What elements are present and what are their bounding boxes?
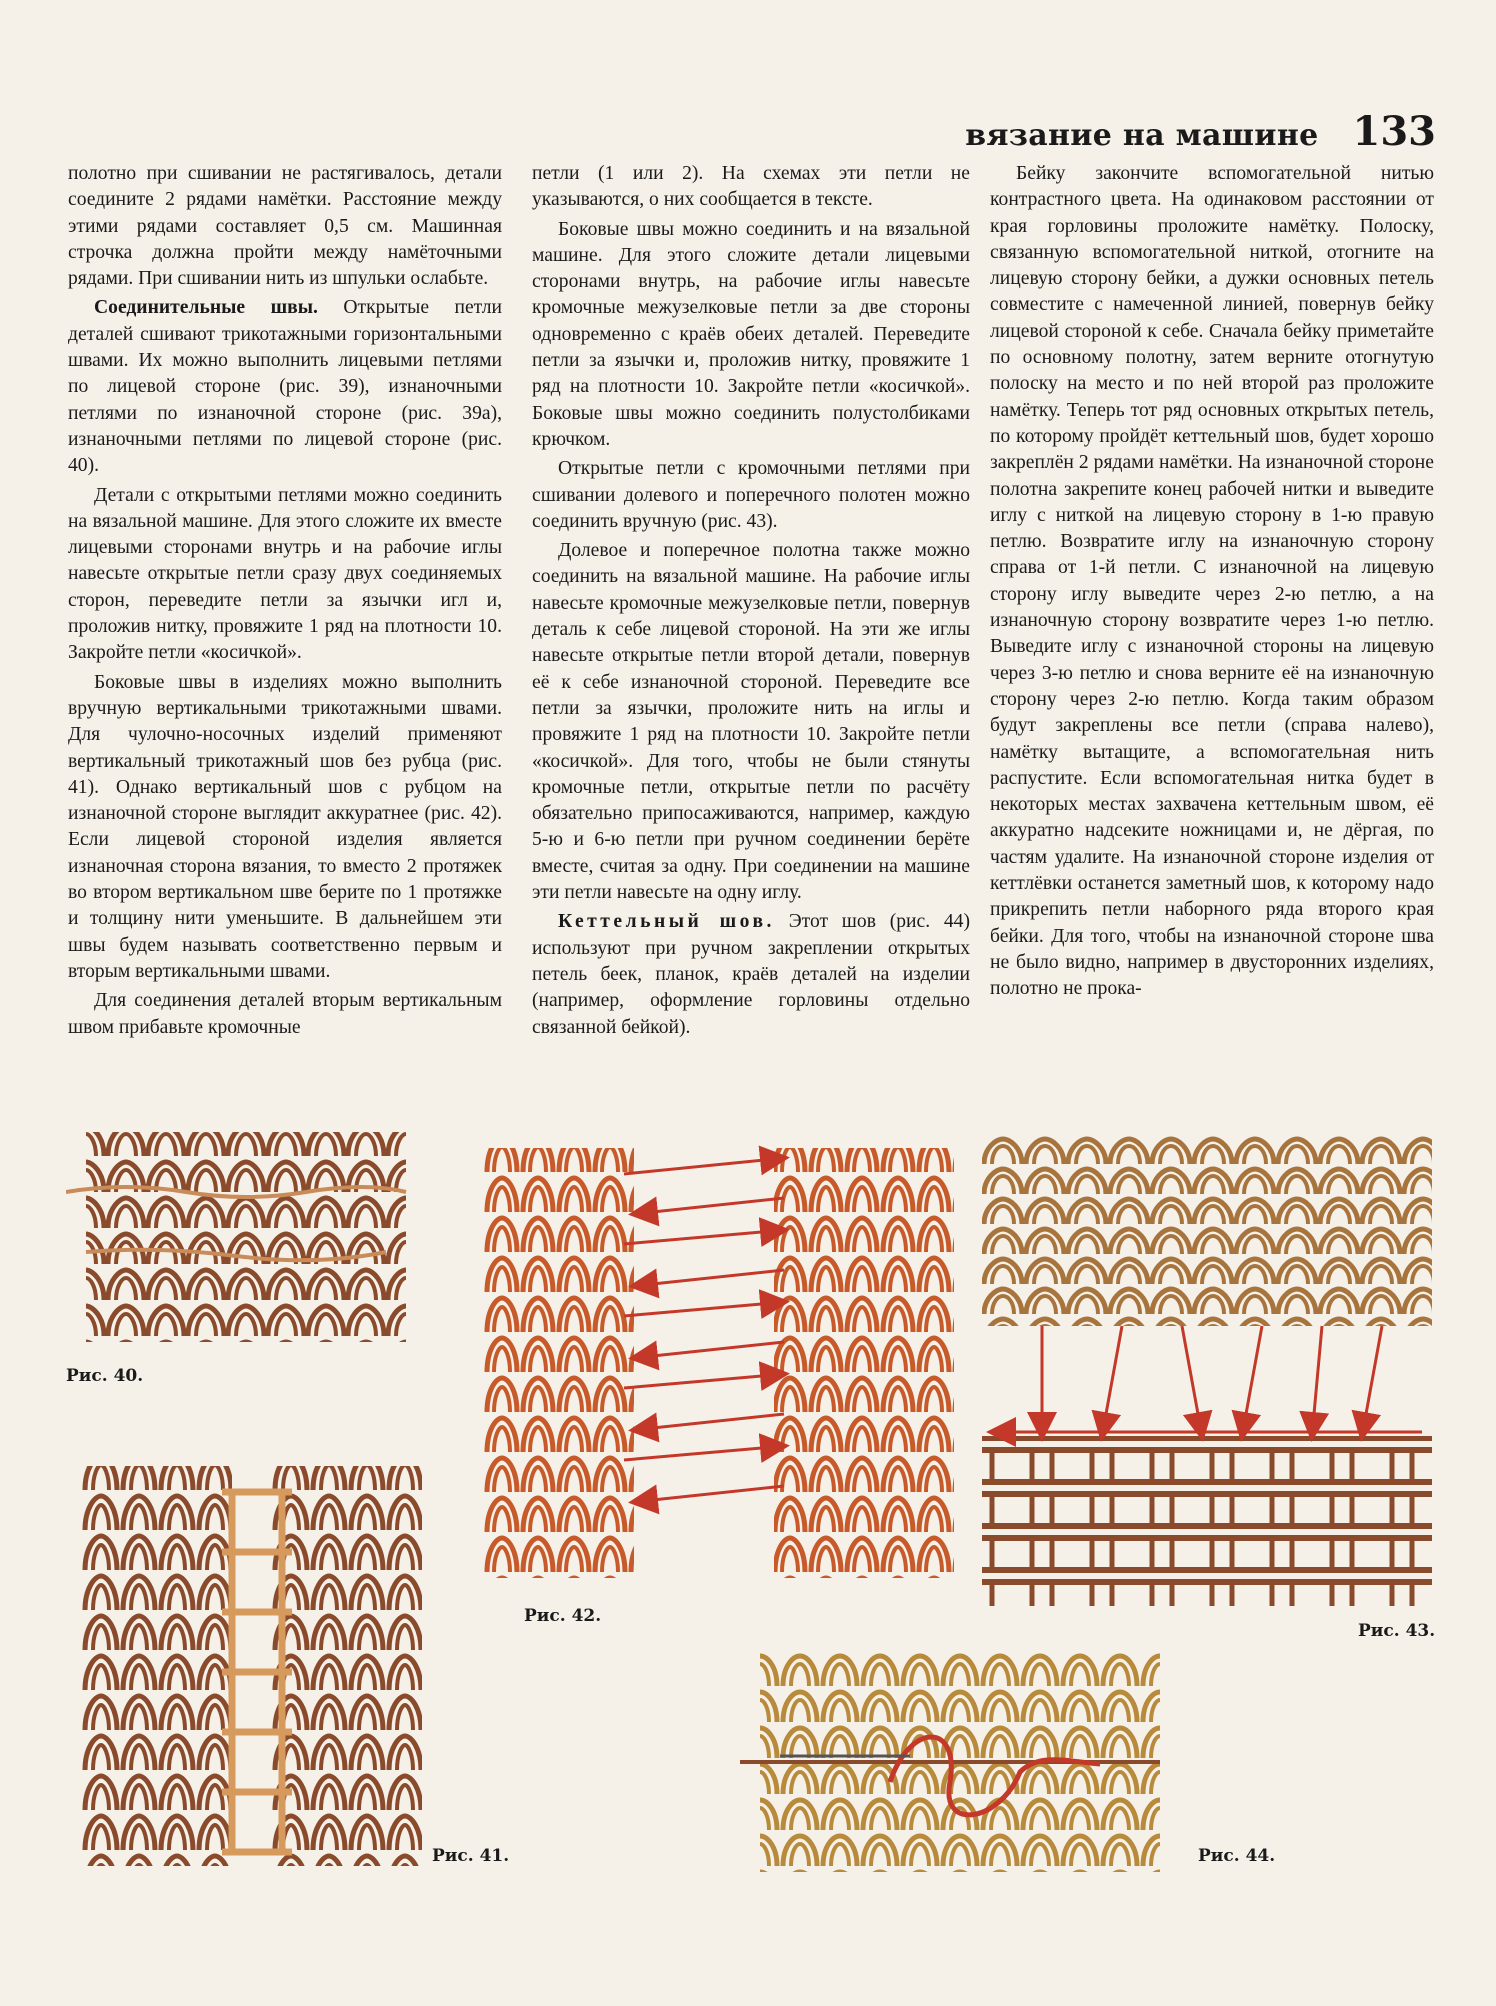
paragraph: Боковые швы в изделиях можно выполнить вручную вертикальными трикотажными швами. Для чулочно-носочных изделий применяют вертикальный трикотажный шов без рубца (рис. 41). Однако вертикальный шов с рубцом на изнаночной стороне выглядит аккуратнее (рис. 42). Если лицевой стороной изделия является изнаночная сторона вязания, то вместо 2 протяжек во втором вертикальном шве берите по 1 протяжке и толщину нити уменьшите. В дальнейшем эти швы будем называть соответственно первым и вторым вертикальными швами. xyxy=(68,671,502,982)
figure-44-illustration xyxy=(740,1652,1170,1872)
paragraph: Бейку закончите вспомогательной нитью контрастного цвета. На одинаковом расстоянии от края горловины проложите намётку. Полоску, связанную вспомогательной ниткой, отогните на лицевую сторону бейки, а дужки основных петель совместите с намеченной линией, повернув бейку лицевой стороной к себе. Сначала бейку приметайте по основному полотну, затем верните отогнутую полоску на место и по ней второй раз проложите намётку. Теперь тот ряд основных открытых петель, по которому пройдёт кеттельный шов, будет хорошо закреплён 2 рядами намётки. На изнаночной стороне полотна закрепите конец рабочей нитки и выведите иглу с ниткой на лицевую сторону в 1-ю правую петлю. Возвратите иглу на изнаночную сторону справа от 1-й петли. С изнаночной на лицевую сторону иглу выведите через 2-ю петлю, а на изнаночную сторону возвратите через 1-ю петлю. Выведите иглу с изнаночной стороны на лицевую через 3-ю петлю и снова верните её на изнаночную сторону через 2-ю петлю. Когда таким образом будут закреплены все петли (справа налево), намётку вытащите, а вспомогательная нить распустите. Если вспомогательная нитка будет в некоторых местах захвачена кеттельным швом, её аккуратно надсеките ножницами и, не дёргая, по частям удалите. На изнаночной стороне изделия от кеттлёвки останется заметный шов, к которому надо прикрепить петли наборного ряда второго края бейки. Для того, чтобы на изнаночной стороне шва не было видно, например в двусторонних изделиях, полотно не прока- xyxy=(990,163,1434,1000)
figure-44-caption: Рис. 44. xyxy=(1198,1846,1276,1866)
figure-41-caption: Рис. 41. xyxy=(432,1846,510,1866)
text-column-1 xyxy=(68,161,502,1041)
page-number: 133 xyxy=(1352,108,1436,155)
term-kettel-seam: Кеттельный шов. xyxy=(558,911,775,933)
paragraph: Долевое и поперечное полотна также можно соединить на вязальной машине. На рабочие иглы навесьте кромочные межузелковые петли, повернув деталь к себе лицевой стороной. На эти же иглы навесьте открытые петли второй детали, повернув её к себе изнаночной стороной. Переведите все петли за язычки, проложите нить на иглы и провяжите 1 ряд на плотности 10. Закройте петли «косичкой». Для того, чтобы не были стянуты кромочные петли, открытые петли по расчёту обязательно припосаживаются, например, каждую 5-ю и 6-ю петли при ручном соединении берёте вместе, считая за одну. При соединении на машине эти петли навесьте на одну иглу. xyxy=(532,540,970,904)
paragraph: Детали с открытыми петлями можно соединить на вязальной машине. Для этого сложите их вместе лицевыми сторонами внутрь и на рабочие иглы навесьте открытые петли сразу двух соединяемых сторон, переведите петли за язычки игл и, проложив нитку, провяжите 1 ряд на плотности 10. Закройте петли «косичкой». xyxy=(68,484,502,664)
paragraph: полотно при сшивании не растягивалось, детали соедините 2 рядами намётки. Расстояние между этими рядами составляет 0,5 см. Машинная строчка должна пройти между намёточными рядами. При сшивании нить из шпульки ослабьте. xyxy=(68,163,502,290)
figure-42-illustration xyxy=(484,1134,954,1584)
figure-40-caption: Рис. 40. xyxy=(66,1366,144,1386)
paragraph: петли (1 или 2). На схемах эти петли не указываются, о них сообщается в тексте. xyxy=(532,163,970,211)
figure-43-caption: Рис. 43. xyxy=(1358,1621,1436,1641)
term-connecting-seams: Соединительные швы. xyxy=(94,297,318,319)
paragraph: Для соединения деталей вторым вертикальным швом прибавьте кромочные xyxy=(68,990,502,1038)
figure-42-caption: Рис. 42. xyxy=(524,1606,602,1626)
paragraph: Открытые петли с кромочными петлями при сшивании долевого и поперечного полотен можно соединить вручную (рис. 43). xyxy=(532,458,970,532)
text-column-2 xyxy=(532,161,970,1041)
figure-43-illustration xyxy=(982,1136,1432,1606)
figure-41-illustration xyxy=(82,1452,422,1872)
paragraph: Соединительные швы. Открытые петли деталей сшивают трикотажными горизонтальными швами. Их можно выполнить лицевыми петлями по лицевой стороне (рис. 39), изнаночными петлями по изнаночной стороне (рис. 39а), изнаночными петлями по лицевой стороне (рис. 40). xyxy=(68,297,503,477)
paragraph: Кеттельный шов. Этот шов (рис. 44) используют при ручном закреплении открытых петель беек, планок, краёв деталей на изделии (например, оформление горловины отдельно связанной бейкой). xyxy=(532,911,970,1038)
paragraph: Боковые швы можно соединить и на вязальной машине. Для этого сложите детали лицевыми сторонами внутрь, на рабочие иглы навесьте кромочные межузелковые петли за две стороны одновременно с краёв обеих деталей. Переведите петли за язычки и, проложив нитку, провяжите 1 ряд на плотности 10. Закройте петли «косичкой». Боковые швы можно соединить полустолбиками крючком. xyxy=(532,218,970,450)
section-title: вязание на машине xyxy=(965,118,1319,153)
text-column-3 xyxy=(990,161,1434,1003)
figure-40-illustration xyxy=(66,1122,426,1362)
running-header xyxy=(965,108,1436,155)
